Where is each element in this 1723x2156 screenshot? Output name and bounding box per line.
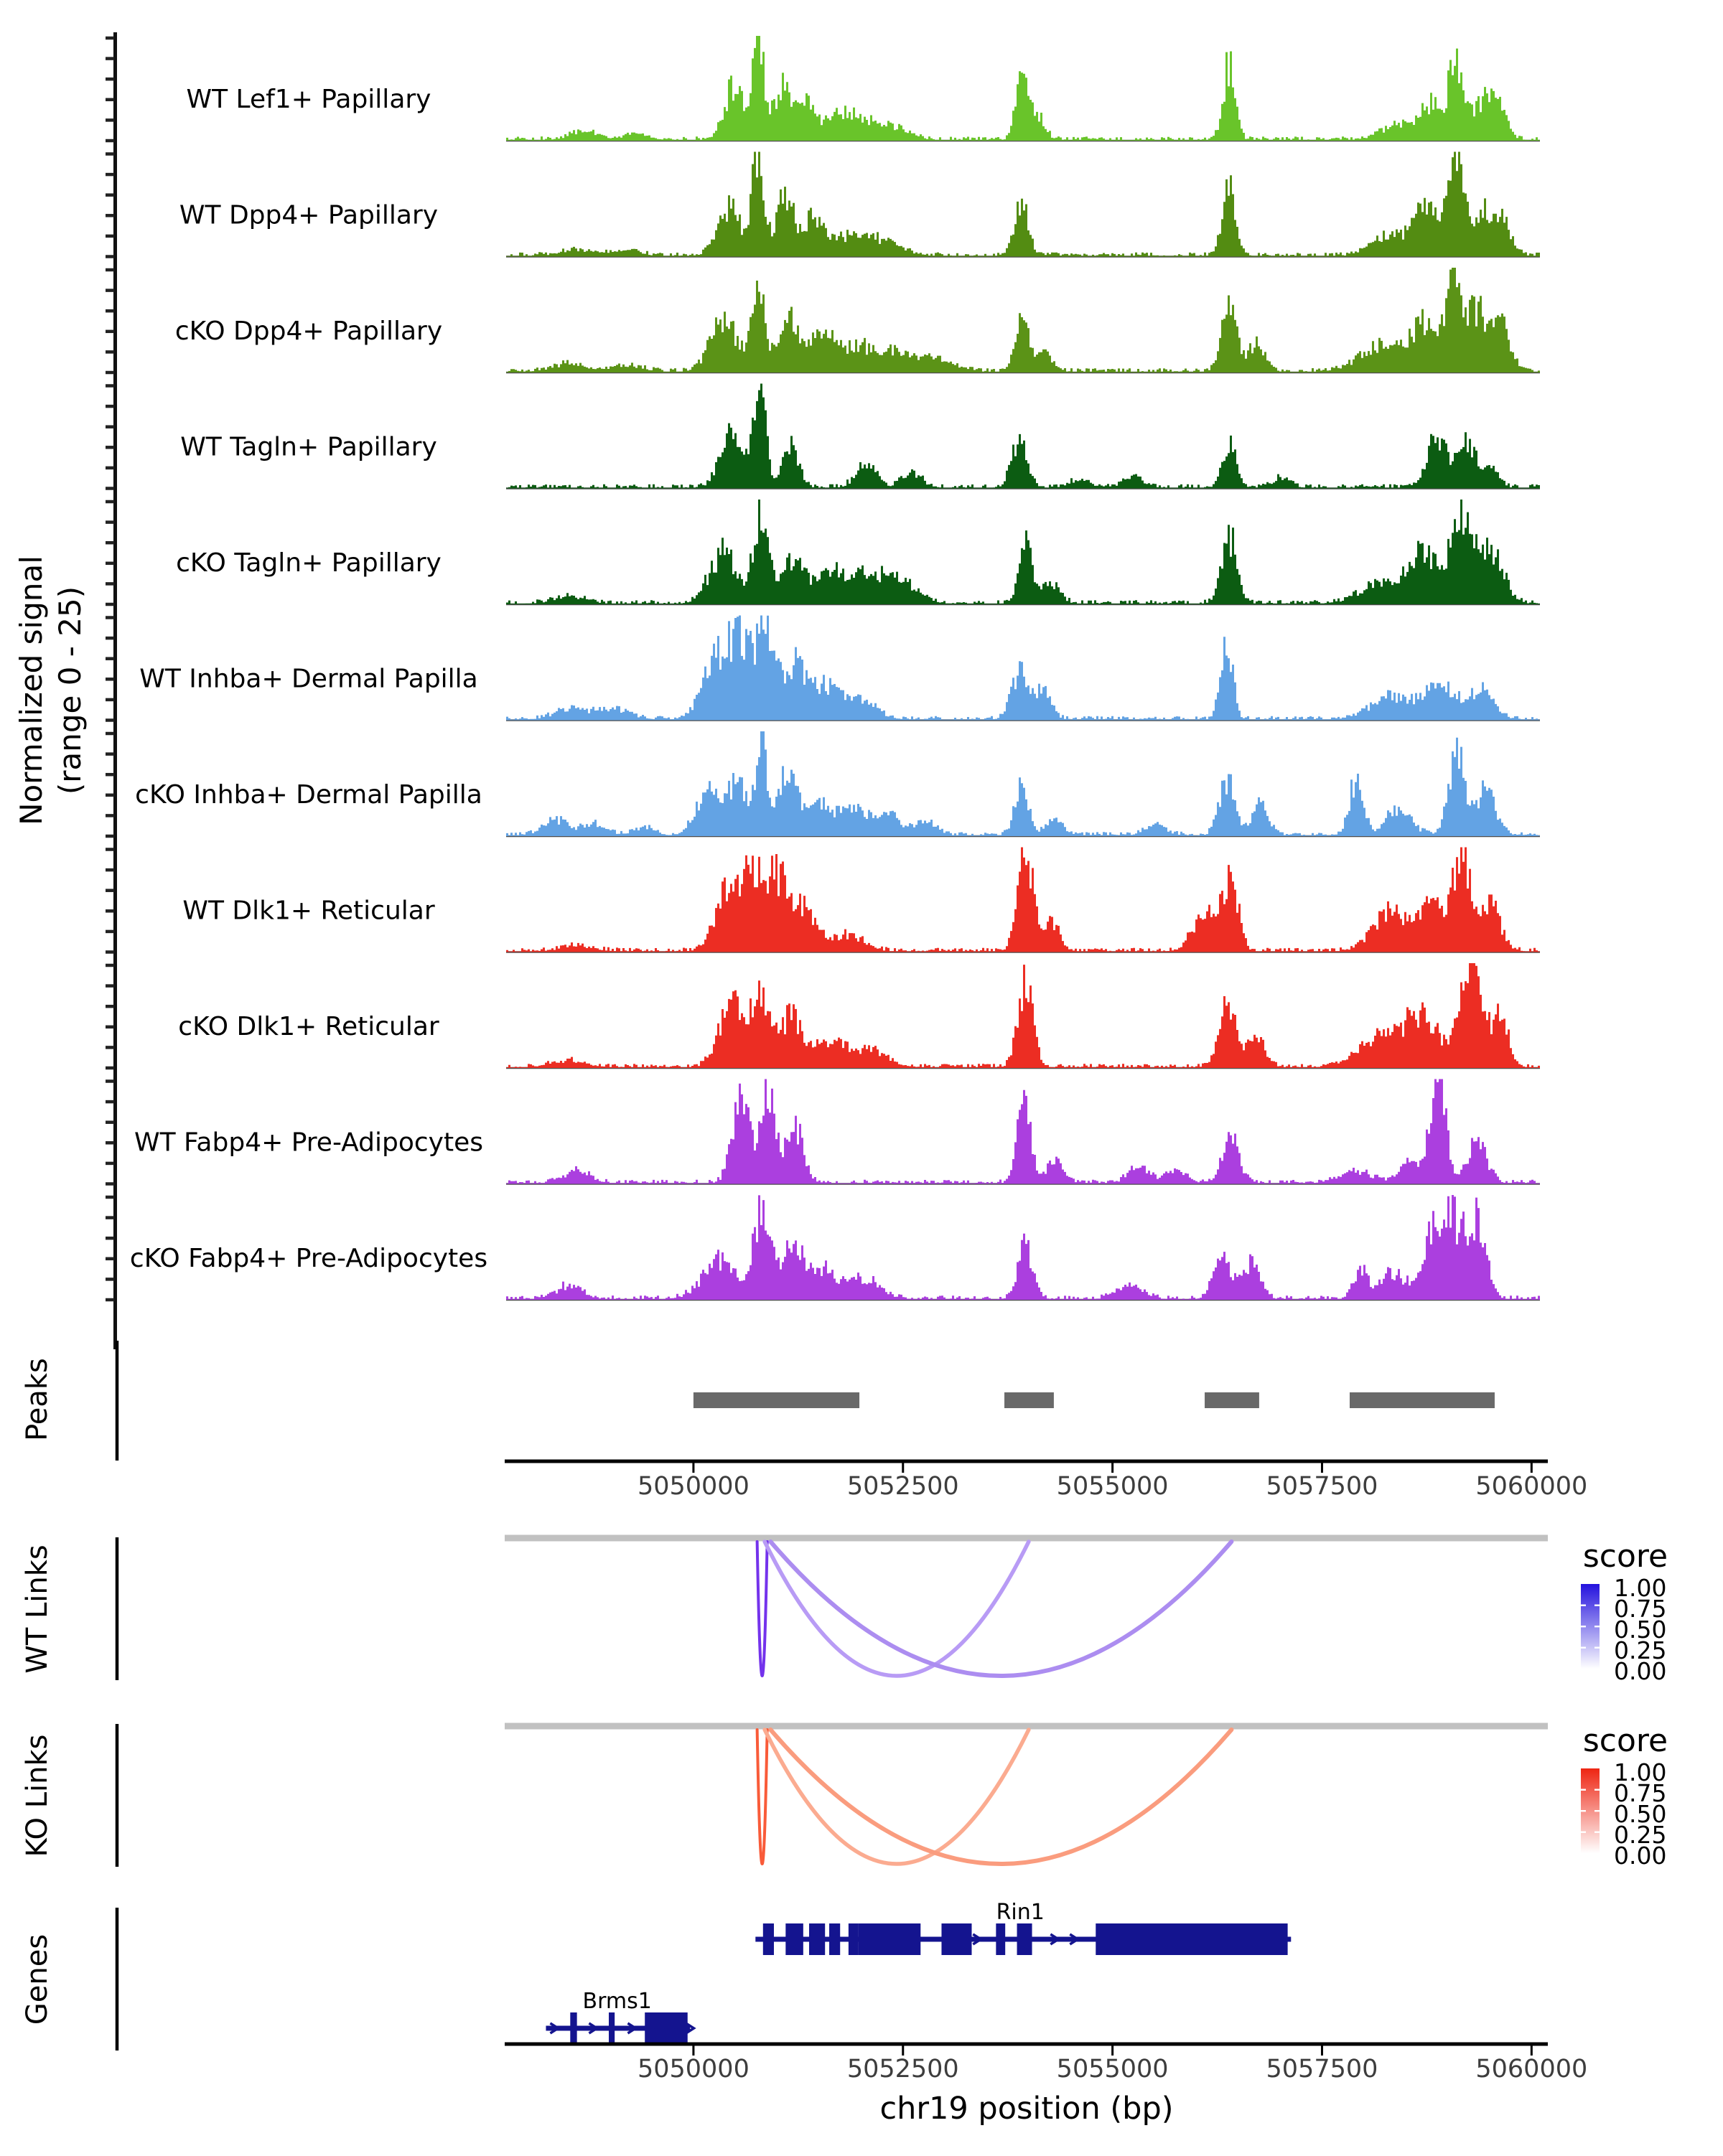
exon-box [996,1923,1005,1955]
legend-tick-label: 0.75 [1614,1595,1667,1623]
exon-box [859,1923,920,1955]
track-label: WT Tagln+ Papillary [180,432,437,462]
legend-tick-label: 1.00 [1614,1758,1667,1786]
coverage-signal [506,384,1540,489]
y-axis-label-line2: (range 0 - 25) [52,586,88,795]
legend-tick-label: 1.00 [1614,1574,1667,1602]
link-arc [765,1542,1029,1676]
legend-tick-label: 0.00 [1614,1842,1667,1870]
exon-box [809,1923,825,1955]
signal-track-7 [135,731,1540,836]
colorbar-tick [1594,1605,1600,1606]
side-label-genes: Genes [21,1934,54,2025]
colorbar-tick [1594,1626,1600,1627]
exon-box [829,1923,840,1955]
exon-box [570,2012,576,2044]
coverage-signal [506,963,1540,1068]
y-axis-label-line1: Normalized signal [14,556,49,825]
legend-tick-label: 0.75 [1614,1779,1667,1807]
colorbar-tick [1581,1626,1586,1627]
link-arc [757,1542,767,1676]
peak-interval [1205,1392,1259,1408]
ko-score-legend [1581,1758,1666,1870]
axis-tick-label: 5055000 [1056,1472,1169,1501]
signal-track-11 [130,1195,1540,1300]
legend-tick-label: 0.25 [1614,1821,1667,1849]
exon-box [645,2012,688,2044]
link-arc [770,1542,1231,1676]
coverage-signal [506,36,1540,141]
peak-interval [694,1392,859,1408]
position-axis-upper [505,1461,1587,1501]
gene-model-brms1 [546,1989,694,2044]
axis-tick-label: 5052500 [846,2055,959,2084]
track-label: WT Dpp4+ Papillary [179,200,439,230]
wt-score-legend [1581,1574,1666,1685]
signal-track-1 [187,36,1540,141]
colorbar-tick [1581,1605,1586,1606]
axis-tick-label: 5060000 [1475,1472,1588,1501]
links-panels [505,1538,1548,1864]
colorbar-tick [1594,1789,1600,1791]
ko-links-panel [505,1726,1548,1864]
legend-tick-label: 0.50 [1614,1800,1667,1828]
gene-label: Rin1 [996,1900,1045,1925]
axis-tick-label: 5050000 [637,1472,750,1501]
peak-interval [1004,1392,1054,1408]
legend-title-wt: score [1582,1538,1668,1575]
track-label: WT Fabp4+ Pre-Adipocytes [134,1128,483,1158]
side-label-ko-links: KO Links [21,1734,54,1857]
link-arc [770,1730,1231,1864]
signal-track-4 [180,384,1540,489]
exon-box [785,1923,803,1955]
colorbar-tick [1581,1789,1586,1791]
score-legends [1581,1574,1666,1870]
genes-track [546,1900,1291,2044]
exon-box [609,2012,615,2044]
coverage-signal [506,1079,1540,1184]
side-label-peaks: Peaks [21,1358,54,1441]
signal-track-2 [179,152,1540,257]
link-arc [757,1730,767,1864]
track-label: cKO Dlk1+ Reticular [178,1012,439,1041]
track-label: cKO Fabp4+ Pre-Adipocytes [129,1244,488,1273]
colorbar-tick [1581,1832,1586,1833]
signal-tracks [130,36,1540,1300]
colorbar-tick [1594,1647,1600,1649]
signal-track-10 [134,1079,1540,1184]
exon-box [849,1923,859,1955]
colorbar-tick [1594,1832,1600,1833]
colorbar-tick [1581,1810,1586,1811]
gene-label: Brms1 [582,1989,652,2014]
track-label: WT Inhba+ Dermal Papilla [139,664,478,694]
gene-model-rin1 [755,1900,1291,1955]
side-label-wt-links: WT Links [21,1545,54,1674]
position-axis-lower [505,2044,1587,2084]
colorbar-tick [1581,1647,1586,1649]
legend-tick-label: 0.50 [1614,1616,1667,1644]
track-label: WT Lef1+ Papillary [186,85,431,114]
legend-title-ko: score [1582,1723,1668,1759]
axis-tick-label: 5060000 [1475,2055,1588,2084]
track-label: cKO Inhba+ Dermal Papilla [135,780,482,810]
exon-box [763,1923,774,1955]
track-label: cKO Dpp4+ Papillary [174,317,443,346]
track-label: cKO Tagln+ Papillary [176,548,442,578]
axis-tick-label: 5057500 [1266,2055,1378,2084]
signal-y-axis [106,32,116,1349]
coverage-signal [506,500,1540,604]
signal-track-6 [139,616,1540,721]
signal-track-3 [175,268,1540,372]
coverage-signal [506,1195,1540,1300]
coverage-signal [506,616,1540,721]
colorbar-tick [1594,1810,1600,1811]
legend-tick-label: 0.00 [1614,1657,1667,1685]
coverage-signal [506,268,1540,372]
signal-track-5 [176,500,1540,604]
coverage-signal [506,731,1540,836]
wt-links-panel [505,1538,1548,1676]
peak-interval [1350,1392,1495,1408]
exon-box [1017,1923,1032,1955]
axis-tick-label: 5050000 [637,2055,750,2084]
coverage-signal [506,152,1540,257]
axis-tick-label: 5052500 [846,1472,959,1501]
coverage-signal [506,848,1540,952]
signal-track-8 [182,848,1540,952]
axis-tick-label: 5057500 [1266,1472,1378,1501]
exon-box [941,1923,971,1955]
peaks-track [694,1392,1495,1408]
x-axis-title: chr19 position (bp) [879,2091,1174,2127]
track-label: WT Dlk1+ Reticular [182,896,435,926]
link-arc [765,1730,1029,1864]
exon-box [1096,1923,1287,1955]
signal-track-9 [178,963,1540,1068]
axis-tick-label: 5055000 [1056,2055,1169,2084]
legend-tick-label: 0.25 [1614,1636,1667,1664]
